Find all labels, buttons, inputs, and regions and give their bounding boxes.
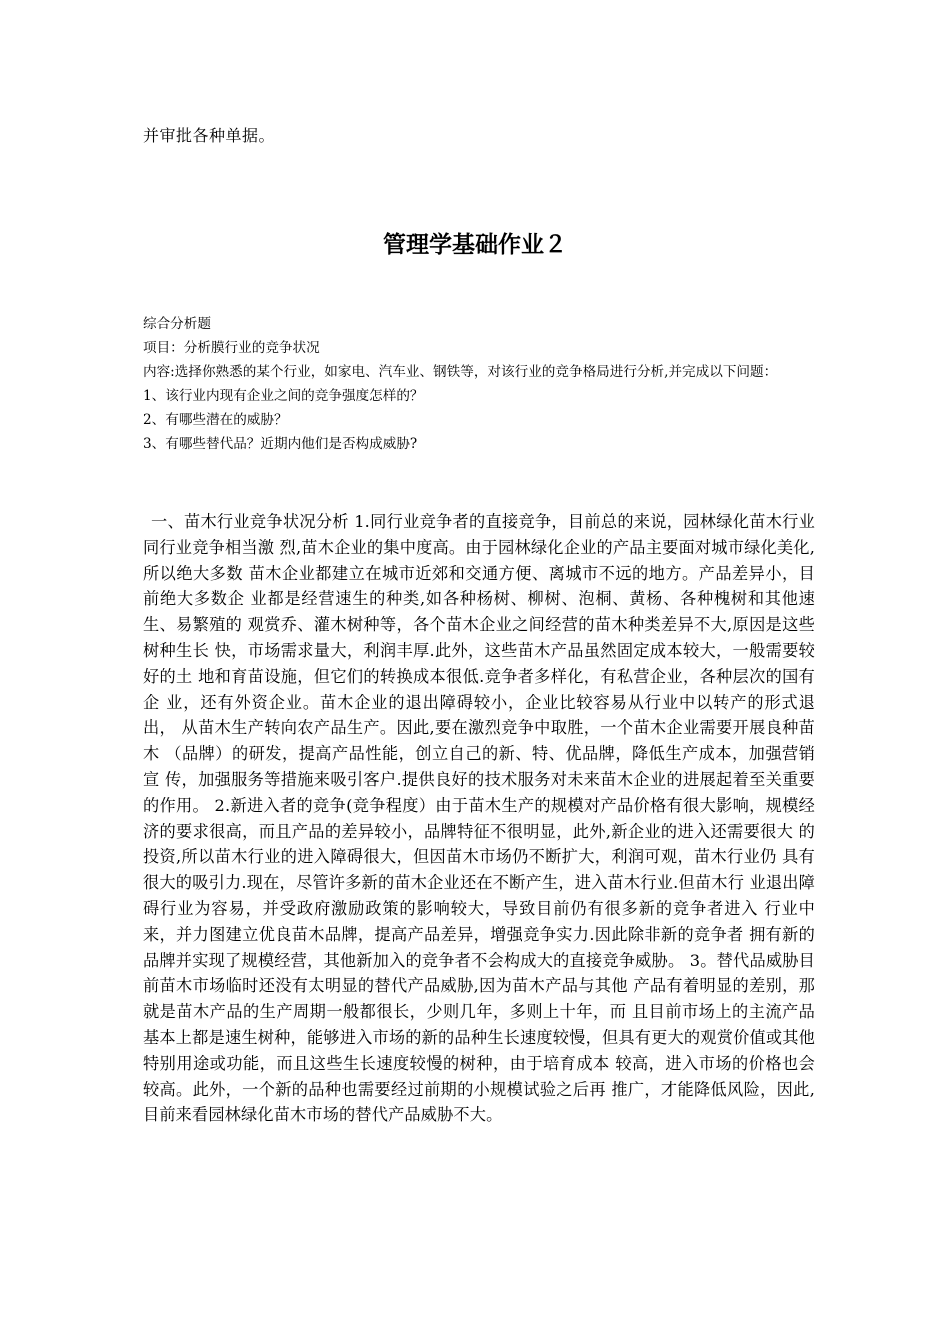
task-content: 内容:选择你熟悉的某个行业，如家电、汽车业、钢铁等，对该行业的竞争格局进行分析,并完成以下问题： [143, 364, 778, 380]
answer-body: 一、苗木行业竞争状况分析 1.同行业竞争者的直接竞争，目前总的来说，园林绿化苗木行业同行业竞争相当激 烈,苗木企业的集中度高。由于园林绿化企业的产品主要面对城市绿化美化,所以绝大多数 苗木企业都建立在城市近郊和交通方便、离城市不远的地方。产品差异小，目前绝大多数企 业都是经营速生的种类,如各种杨树、柳树、泡桐、黄杨、各种槐树和其他速生、易繁殖的 观赏乔、灌木树种等，各个苗木企业之间经营的苗木种类差异不大,原因是这些树种生长 快，市场需求量大，利润丰厚.此外，这些苗木产品虽然固定成本较大，一般需要较好的土 地和育苗设施，但它们的转换成本很低.竞争者多样化，有私营企业，各种层次的国有企 业，还有外资企业。苗木企业的退出障碍较小，企业比较容易从行业中以转产的形式退出， 从苗木生产转向农产品生产。因此,要在激烈竞争中取胜，一个苗木企业需要开展良种苗木 （品牌）的研发，提高产品性能，创立自己的新、特、优品牌，降低生产成本，加强营销宣 传，加强服务等措施来吸引客户.提供良好的技术服务对未来苗木企业的进展起着至关重要 的作用。 2.新进入者的竞争(竞争程度）由于苗木生产的规模对产品价格有很大影响，规模经 济的要求很高，而且产品的差异较小，品牌特征不很明显，此外,新企业的进入还需要很大 的投资,所以苗木行业的进入障碍很大，但因苗木市场仍不断扩大，利润可观，苗木行业仍 具有很大的吸引力.现在，尽管许多新的苗木企业还在不断产生，进入苗木行业.但苗木行 业退出障碍行业为容易，并受政府激励政策的影响较大，导致目前仍有很多新的竞争者进入 行业中来，并力图建立优良苗木品牌，提高产品差异，增强竞争实力.因此除非新的竞争者 拥有新的品牌并实现了规模经营，其他新加入的竞争者不会构成大的直接竞争威胁。 3。替代品威胁目前苗木市场临时还没有太明显的替代产品威胁,因为苗木产品与其他 产品有着明显的差别，那就是苗木产品的生产周期一般都很长，少则几年，多则上十年，而 且目前市场上的主流产品基本上都是速生树种，能够进入市场的新的品种生长速度较慢，但具有更大的观赏价值或其他特别用途或功能，而且这些生长速度较慢的树种，由于培育成本 较高，进入市场的价格也会较高。此外，一个新的品种也需要经过前期的小规模试验之后再 推广，才能降低风险，因此,目前来看园林绿化苗木市场的替代产品威胁不大。 [143, 512, 815, 1125]
page-title: 管理学基础作业２ [383, 232, 567, 258]
task-question-1: 1、该行业内现有企业之间的竞争强度怎样的？ [143, 388, 424, 404]
task-project: 项目：分析膜行业的竞争状况 [143, 340, 320, 356]
assignment-prompt [143, 312, 815, 456]
task-question-3: 3、有哪些替代品？近期内他们是否构成威胁? [143, 436, 418, 452]
task-heading: 综合分析题 [143, 316, 211, 332]
task-question-2: 2、有哪些潜在的威胁？ [143, 412, 288, 428]
continuation-text: 并审批各种单据。 [143, 126, 276, 145]
